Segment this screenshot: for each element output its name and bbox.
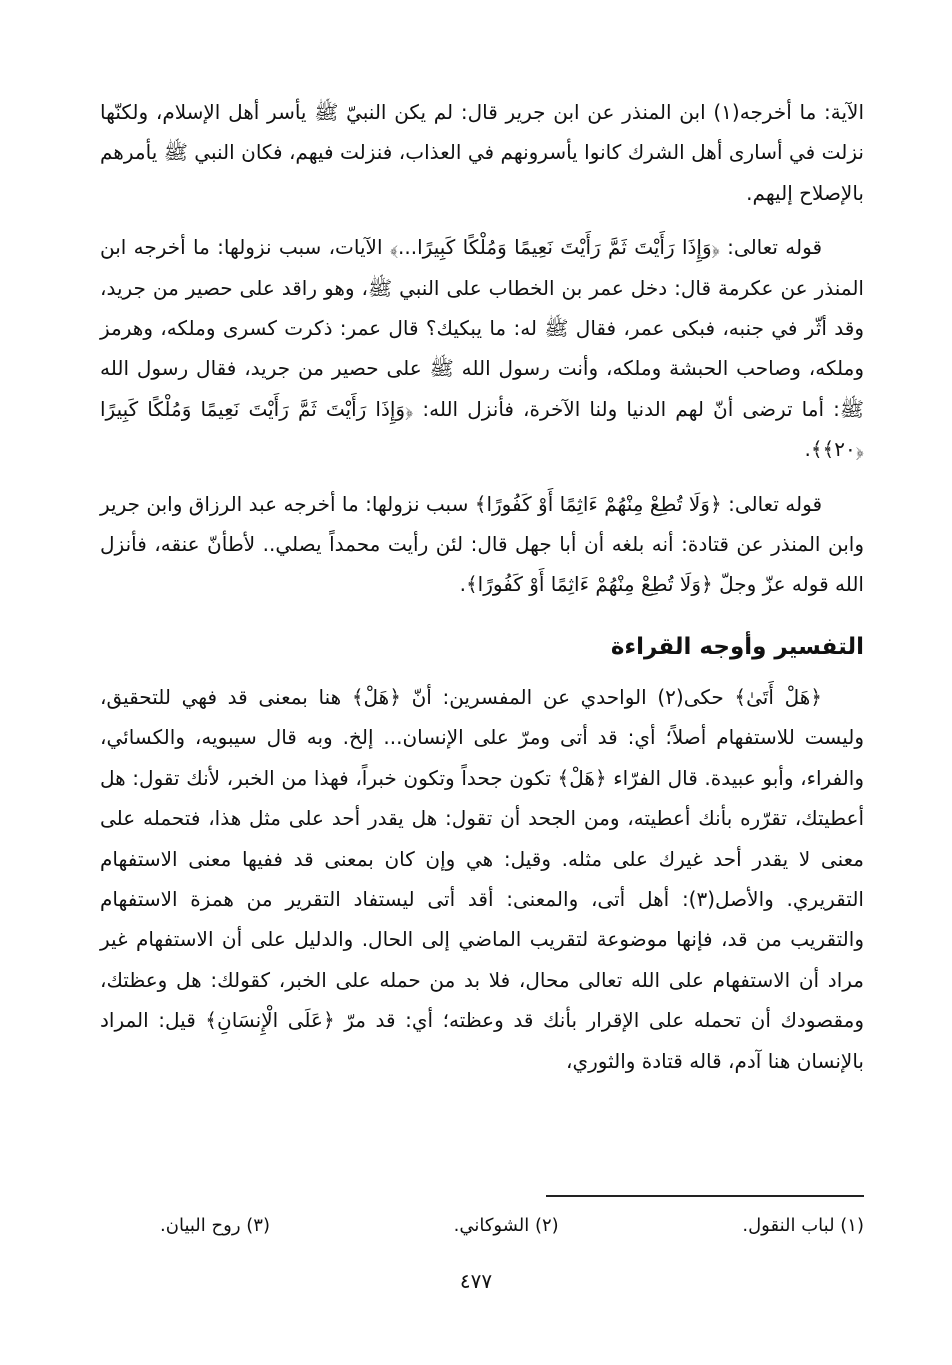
section-heading: التفسير وأوجه القراءة xyxy=(610,633,864,660)
body-text xyxy=(100,92,864,1095)
paragraph-verse-context: الآية: ما أخرجه(١) ابن المنذر عن ابن جرير قال: لم يكن النبيّ ﷺ يأسر أهل الإسلام، ولكنّها نزلت في أسارى أهل الشرك كانوا يأسرونهم في العذاب، فنزلت فيهم، فكان النبي ﷺ يأمرهم بالإصلاح إليهم. xyxy=(100,100,864,205)
paragraph-asbab-nuzul-obey: قوله تعالى: ﴿وَلَا تُطِعْ مِنْهُمْ ءَاثِمًا أَوْ كَفُورًا﴾ سبب نزولها: ما أخرجه عبد الرزاق وابن جرير وابن المنذر عن قتادة: أنه بلغه أن أبا جهل قال: لئن رأيت محمداً يصلي.. لأطأنّ عنقه، فأنزل الله قوله عزّ وجلّ ﴿وَلَا تُطِعْ مِنْهُمْ ءَاثِمًا أَوْ كَفُورًا﴾. xyxy=(100,491,864,597)
footnote-divider xyxy=(546,1195,864,1197)
footnote-1: (١) لباب النقول. xyxy=(742,1215,864,1236)
paragraph-tafsir: ﴿هَلْ أَتَىٰ﴾ حكى(٢) الواحدي عن المفسرين: أنّ ﴿هَلْ﴾ هنا بمعنى قد فهي للتحقيق، وليست للاستفهام أصلاً؛ أي: قد أتى ومرّ على الإنسان... إلخ. وبه قال سيبويه، والكسائي، والفراء، وأبو عبيدة. قال الفرّاء ﴿هَلْ﴾ تكون جحداً وتكون خبراً، فهذا من الخبر، لأنك تقول: هل أعطيتك، تقرّره بأنك أعطيته، ومن الجحد أن تقول: هل يقدر أحد على مثل هذا، فتحمله على معنى لا يقدر أحد غيرك على مثله. وقيل: هي وإن كان بمعنى قد ففيها معنى الاستفهام التقريري. والأصل(٣): أهل أتى، والمعنى: أقد أتى ليستفاد التقرير من همزة الاستفهام والتقريب من قد، فإنها موضوعة لتقريب الماضي إلى الحال. والدليل على أن الاستفهام غير مراد أن الاستفهام على الله تعالى محال، فلا بد من حمله على الخبر، كقولك: هل وعظتك، ومقصودك أن تحمله على الإقرار بأنك قد وعظته؛ أي: قد مرّ ﴿عَلَى الْإِنسَانِ﴾ قيل: المراد بالإنسان هنا آدم، قاله قتادة والثوري، xyxy=(100,684,864,1073)
footnote-2: (٢) الشوكاني. xyxy=(453,1215,559,1236)
footnote-3: (٣) روح البيان. xyxy=(160,1215,270,1236)
footnotes xyxy=(160,1212,864,1240)
page-number: ٤٧٧ xyxy=(459,1269,493,1293)
paragraph-asbab-nuzul-kingdom: قوله تعالى: ﴿وَإِذَا رَأَيْتَ ثَمَّ رَأَيْتَ نَعِيمًا وَمُلْكًا كَبِيرًا...﴾ الآيات، سبب نزولها: ما أخرجه ابن المنذر عن عكرمة قال: دخل عمر بن الخطاب على النبي ﷺ، وهو راقد على حصير من جريد، وقد أثّر في جنبه، فبكى عمر، فقال ﷺ له: ما يبكيك؟ قال عمر: ذكرت كسرى وملكه، وهرمز وملكه، وصاحب الحبشة وملكه، وأنت رسول الله ﷺ على حصير من جريد، فقال رسول الله ﷺ: أما ترضى أنّ لهم الدنيا ولنا الآخرة، فأنزل الله: ﴿وَإِذَا رَأَيْتَ ثَمَّ رَأَيْتَ نَعِيمًا وَمُلْكًا كَبِيرًا ﴿٢٠﴾﴾. xyxy=(100,235,864,462)
